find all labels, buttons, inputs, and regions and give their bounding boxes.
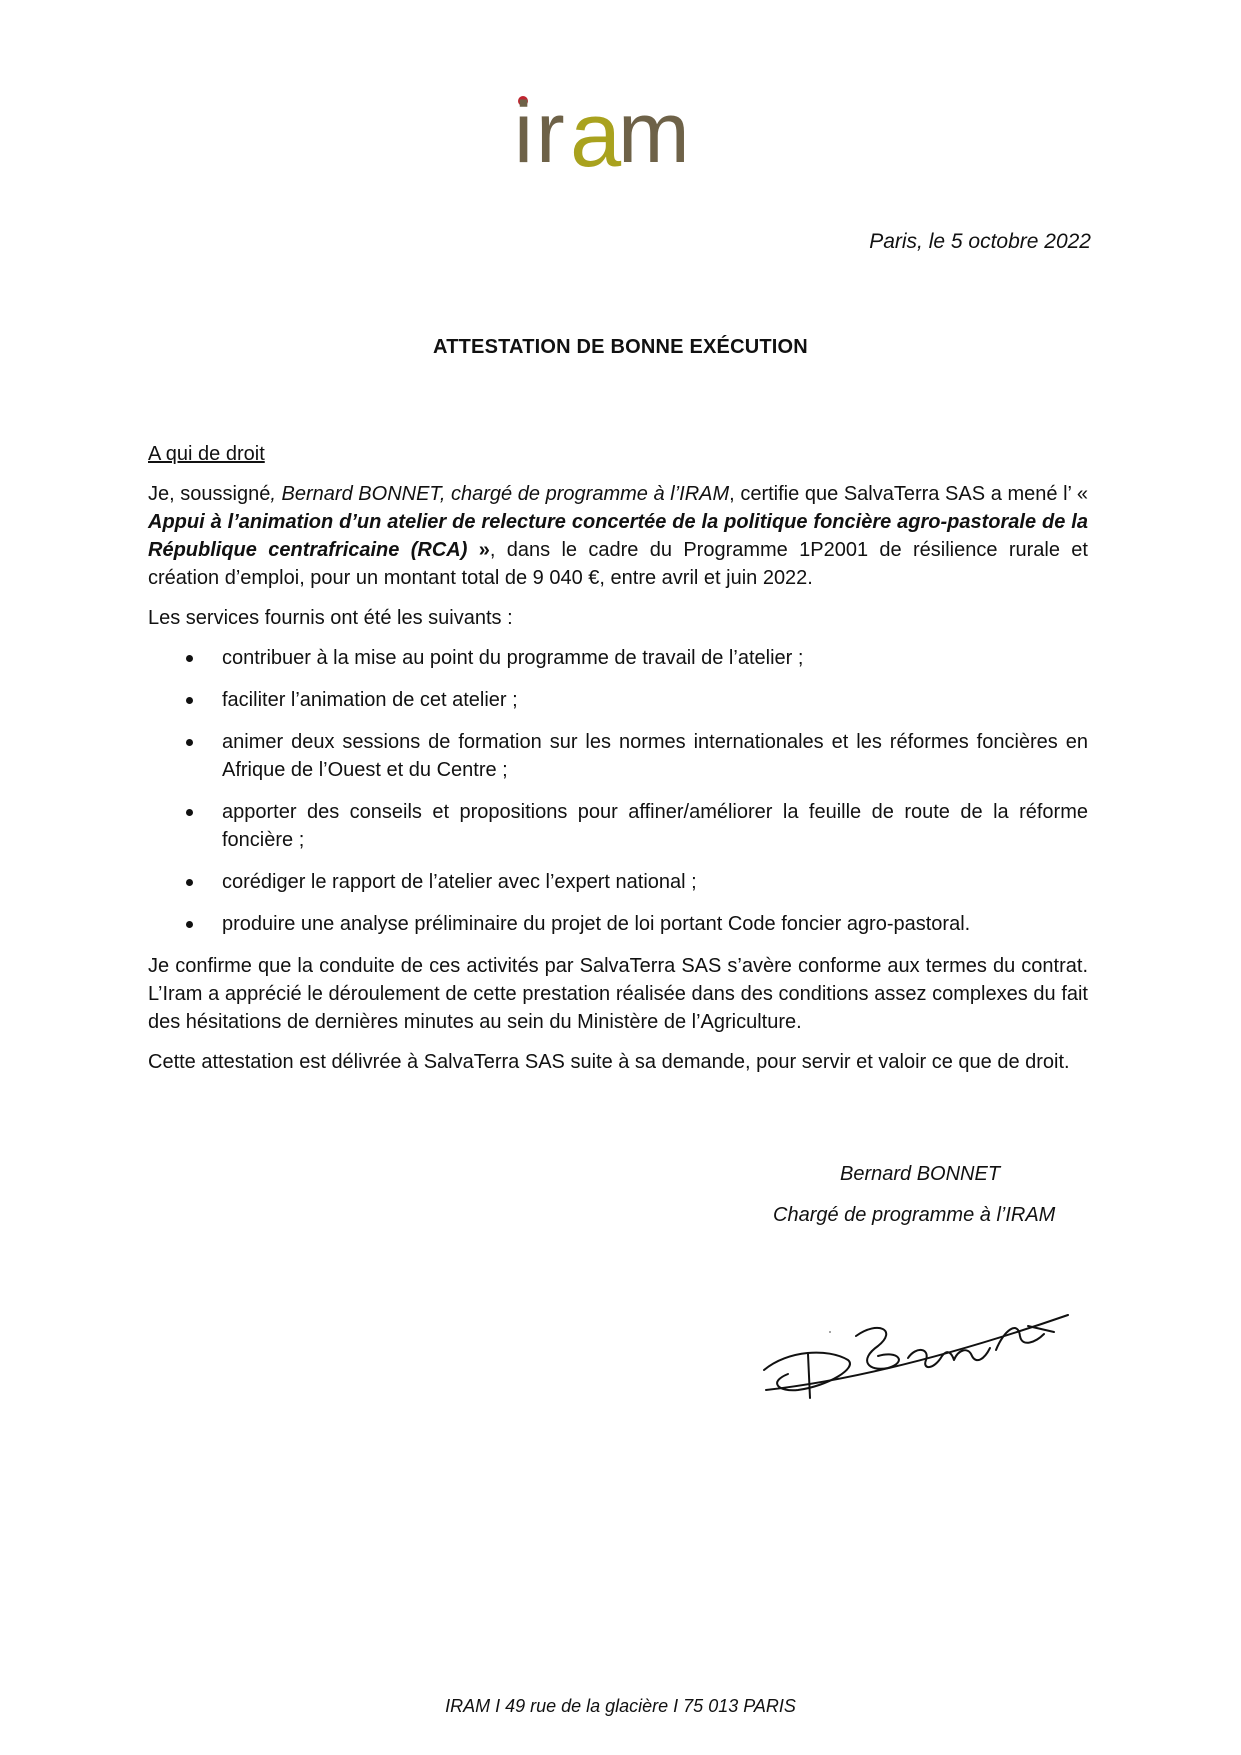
handwritten-signature — [758, 1290, 1078, 1410]
bullet-icon — [186, 739, 193, 746]
mission-title: Appui à l’animation d’un atelier de relecture concertée de la politique foncière agro-pastorale de la République centrafricaine (RCA) — [148, 511, 1088, 561]
intro-signatory: , Bernard BONNET, chargé de programme à l’IRAM — [270, 483, 730, 505]
svg-text:r: r — [536, 88, 565, 174]
bullet-icon — [186, 809, 193, 816]
intro-text-1: Je, soussigné — [148, 483, 271, 505]
footer-address: IRAM I 49 rue de la glacière I 75 013 PARIS — [445, 1696, 796, 1716]
document-title: ATTESTATION DE BONNE EXÉCUTION — [433, 336, 808, 358]
list-item — [148, 798, 1088, 854]
salutation: A qui de droit — [148, 443, 265, 465]
svg-text:m: m — [618, 88, 690, 174]
svg-text:a: a — [570, 88, 622, 174]
bullet-icon — [186, 921, 193, 928]
confirmation-paragraph: Je confirme que la conduite de ces activités par SalvaTerra SAS s’avère conforme aux termes du contrat. L’Iram a apprécié le déroulement de cette prestation réalisée dans des conditions assez complexes du fait des hésitations de dernières minutes au sein du Ministère de l’Agriculture. — [148, 955, 1088, 1033]
list-item — [148, 644, 1088, 672]
service-text: faciliter l’animation de cet atelier ; — [222, 689, 518, 711]
letter-date: Paris, le 5 octobre 2022 — [869, 230, 1091, 253]
intro-quote-close: » — [467, 539, 490, 561]
bullet-icon — [186, 655, 193, 662]
bullet-icon — [186, 697, 193, 704]
list-item — [148, 728, 1088, 784]
signatory-role: Chargé de programme à l’IRAM — [773, 1204, 1056, 1226]
letter-body — [148, 440, 1088, 1088]
closing-paragraph: Cette attestation est délivrée à SalvaTerra SAS suite à sa demande, pour servir et valoir ce que de droit. — [148, 1051, 1070, 1073]
intro-text-3: , dans le cadre du Programme 1P2001 de résilience rurale et création d’emploi, pour un montant total de 9 040 €, entre avril et juin 2022. — [148, 539, 1088, 589]
list-item — [148, 910, 1088, 938]
service-text: corédiger le rapport de l’atelier avec l’expert national ; — [222, 871, 697, 893]
services-list — [148, 644, 1088, 938]
bullet-icon — [186, 879, 193, 886]
svg-text:i: i — [514, 88, 534, 174]
signatory-name: Bernard BONNET — [840, 1163, 1001, 1185]
iram-logo-icon — [514, 88, 724, 174]
service-text: animer deux sessions de formation sur les normes internationales et les réformes foncières en Afrique de l’Ouest et du Centre ; — [222, 731, 1088, 781]
service-text: produire une analyse préliminaire du projet de loi portant Code foncier agro-pastoral. — [222, 913, 971, 935]
signature-icon — [758, 1290, 1078, 1410]
list-item — [148, 868, 1088, 896]
services-intro: Les services fournis ont été les suivants : — [148, 607, 513, 629]
iram-logo — [514, 88, 724, 174]
intro-text-2: , certifie que SalvaTerra SAS a mené l’ « — [729, 483, 1088, 505]
intro-paragraph — [148, 480, 1088, 592]
service-text: apporter des conseils et propositions pour affiner/améliorer la feuille de route de la réforme foncière ; — [222, 801, 1088, 851]
service-text: contribuer à la mise au point du programme de travail de l’atelier ; — [222, 647, 804, 669]
list-item — [148, 686, 1088, 714]
